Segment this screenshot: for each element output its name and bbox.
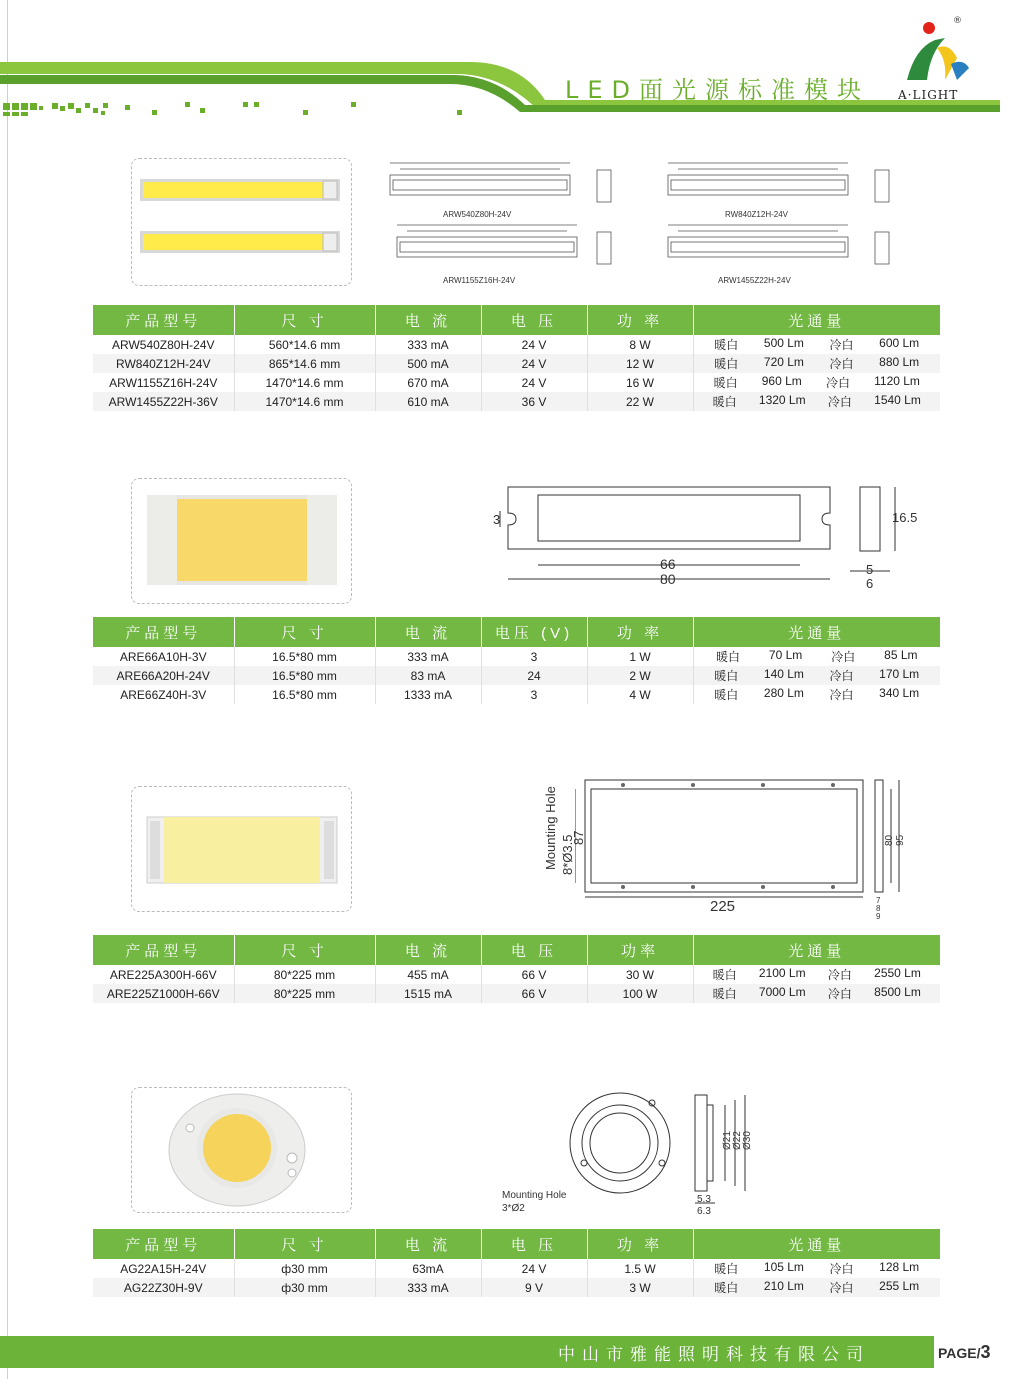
cell-size: 560*14.6 mm xyxy=(234,335,375,354)
table-row xyxy=(93,984,940,1003)
col-flux: 光通量 xyxy=(693,617,940,647)
cell-flux xyxy=(693,965,940,984)
warm-label: 暖白 xyxy=(714,1262,739,1276)
warm-value: 500 Lm xyxy=(763,336,804,350)
table-row xyxy=(93,666,940,685)
warm-label: 暖白 xyxy=(713,376,738,390)
col-power: 功 率 xyxy=(587,305,693,335)
cool-value: 880 Lm xyxy=(879,355,920,369)
cell-flux xyxy=(693,647,940,666)
round-module-image xyxy=(132,1088,351,1212)
product-photo-round-module xyxy=(131,1087,352,1213)
cell-voltage: 36 V xyxy=(481,392,587,411)
round-module-drawing xyxy=(560,1085,760,1220)
cool-value: 1540 Lm xyxy=(874,393,921,407)
dim-t3: 9 xyxy=(876,912,881,921)
drawing-label-3: ARW1155Z16H-24V xyxy=(443,276,516,285)
warm-value: 1320 Lm xyxy=(758,393,806,407)
spec-table-1 xyxy=(93,305,940,411)
table-row xyxy=(93,1278,940,1297)
dim-hole-spec-round: 3*Ø2 xyxy=(502,1203,525,1214)
cool-label: 冷白 xyxy=(825,376,850,390)
table-row xyxy=(93,685,940,704)
col-model: 产品型号 xyxy=(93,1229,234,1259)
col-size: 尺 寸 xyxy=(234,1229,375,1259)
cell-voltage: 3 xyxy=(481,647,587,666)
cool-value: 170 Lm xyxy=(879,667,920,681)
cell-model: ARE225A300H-66V xyxy=(93,965,234,984)
cell-voltage: 24 V xyxy=(481,373,587,392)
col-model: 产品型号 xyxy=(93,305,234,335)
warm-value: 210 Lm xyxy=(763,1279,804,1293)
dim-f: 6 xyxy=(866,576,874,591)
cool-label: 冷白 xyxy=(829,1262,854,1276)
cool-label: 冷白 xyxy=(827,395,852,409)
cool-value: 340 Lm xyxy=(879,686,920,700)
warm-value: 2100 Lm xyxy=(758,966,806,980)
cool-label: 冷白 xyxy=(829,669,854,683)
company-name: 中山市雅能照明科技有限公司 xyxy=(558,1345,870,1365)
drawing-label-4: ARW1455Z22H-24V xyxy=(718,276,791,285)
cool-value: 85 Lm xyxy=(884,648,918,662)
registered-mark: ® xyxy=(953,16,962,26)
warm-label: 暖白 xyxy=(712,987,737,1001)
cell-flux xyxy=(693,335,940,354)
cell-power: 4 W xyxy=(587,685,693,704)
table-header-row xyxy=(93,305,940,335)
small-panel-image xyxy=(132,479,351,603)
logo-text: A·LIGHT xyxy=(898,88,959,102)
header-decoration xyxy=(0,0,1024,130)
cell-model: ARE66A10H-3V xyxy=(93,647,234,666)
brand-logo-icon xyxy=(905,18,975,88)
cell-flux xyxy=(693,1278,940,1297)
dim-d3: Ø30 xyxy=(742,1131,753,1150)
cell-model: ARE225Z1000H-66V xyxy=(93,984,234,1003)
cell-voltage: 66 V xyxy=(481,965,587,984)
dim-hole-label: Mounting Hole xyxy=(543,786,558,870)
cell-flux xyxy=(693,354,940,373)
col-size: 尺 寸 xyxy=(234,305,375,335)
table-row xyxy=(93,354,940,373)
cell-voltage: 24 V xyxy=(481,354,587,373)
cell-flux xyxy=(693,685,940,704)
cell-model: ARE66Z40H-3V xyxy=(93,685,234,704)
cell-current: 333 mA xyxy=(375,335,481,354)
product-photo-large-panel xyxy=(131,786,352,912)
warm-label: 暖白 xyxy=(714,688,739,702)
cell-model: AG22A15H-24V xyxy=(93,1259,234,1278)
table-row xyxy=(93,335,940,354)
cell-size: ф30 mm xyxy=(234,1259,375,1278)
drawing-label-1: ARW540Z80H-24V xyxy=(443,210,512,219)
col-current: 电 流 xyxy=(375,305,481,335)
table-row xyxy=(93,373,940,392)
cell-power: 2 W xyxy=(587,666,693,685)
cell-model: RW840Z12H-24V xyxy=(93,354,234,373)
dim-e: 5 xyxy=(866,562,874,577)
cell-size: 80*225 mm xyxy=(234,965,375,984)
cell-size: 16.5*80 mm xyxy=(234,685,375,704)
cell-current: 83 mA xyxy=(375,666,481,685)
col-voltage: 电 压 xyxy=(481,935,587,965)
warm-value: 280 Lm xyxy=(763,686,804,700)
cell-size: 1470*14.6 mm xyxy=(234,373,375,392)
cell-flux xyxy=(693,373,940,392)
warm-label: 暖白 xyxy=(712,395,737,409)
cool-value: 8500 Lm xyxy=(874,985,921,999)
page-label: PAGE/ xyxy=(938,1345,981,1361)
cool-label: 冷白 xyxy=(829,1281,854,1295)
dim-width: 225 xyxy=(710,898,736,915)
page-number xyxy=(938,1342,991,1363)
cell-current: 455 mA xyxy=(375,965,481,984)
dim-c: 80 xyxy=(660,571,676,587)
col-current: 电 流 xyxy=(375,1229,481,1259)
col-power: 功 率 xyxy=(587,1229,693,1259)
cell-size: 80*225 mm xyxy=(234,984,375,1003)
dim-t2: 8 xyxy=(876,904,881,913)
spec-table-3 xyxy=(93,935,940,1003)
page-number-value: 3 xyxy=(980,1342,991,1362)
page-left-border xyxy=(7,0,8,1379)
cell-voltage: 3 xyxy=(481,685,587,704)
warm-label: 暖白 xyxy=(715,650,740,664)
cool-label: 冷白 xyxy=(827,968,852,982)
dim-s2: 95 xyxy=(895,834,906,846)
col-model: 产品型号 xyxy=(93,617,234,647)
cell-voltage: 24 xyxy=(481,666,587,685)
product-photo-strip xyxy=(131,158,352,286)
cell-model: AG22Z30H-9V xyxy=(93,1278,234,1297)
cell-voltage: 24 V xyxy=(481,1259,587,1278)
cool-value: 128 Lm xyxy=(879,1260,920,1274)
cool-value: 1120 Lm xyxy=(874,374,920,388)
cell-power: 1 W xyxy=(587,647,693,666)
cell-size: ф30 mm xyxy=(234,1278,375,1297)
col-flux: 光通量 xyxy=(693,1229,940,1259)
cell-flux xyxy=(693,984,940,1003)
dim-d2: Ø22 xyxy=(732,1131,743,1150)
page-title: LED面光源标准模块 xyxy=(565,76,871,104)
cell-current: 500 mA xyxy=(375,354,481,373)
dim-hole-label-round: Mounting Hole xyxy=(502,1190,567,1201)
cool-label: 冷白 xyxy=(829,338,854,352)
cell-flux xyxy=(693,666,940,685)
table-header-row xyxy=(93,617,940,647)
dim-s1: 80 xyxy=(884,834,895,846)
warm-value: 7000 Lm xyxy=(758,985,806,999)
cell-current: 670 mA xyxy=(375,373,481,392)
dim-d: 16.5 xyxy=(892,510,918,525)
col-size: 尺 寸 xyxy=(234,617,375,647)
dim-a: 3 xyxy=(493,512,501,527)
cell-power: 12 W xyxy=(587,354,693,373)
cell-power: 1.5 W xyxy=(587,1259,693,1278)
cell-power: 100 W xyxy=(587,984,693,1003)
cell-model: ARW1155Z16H-24V xyxy=(93,373,234,392)
col-size: 尺 寸 xyxy=(234,935,375,965)
cell-voltage: 24 V xyxy=(481,335,587,354)
col-power: 功率 xyxy=(587,935,693,965)
cell-current: 63mA xyxy=(375,1259,481,1278)
cell-current: 333 mA xyxy=(375,1278,481,1297)
col-flux: 光通量 xyxy=(693,935,940,965)
spec-table-2 xyxy=(93,617,940,704)
dim-t1: 7 xyxy=(876,896,881,905)
dim-t2-round: 6.3 xyxy=(697,1206,711,1217)
cell-power: 30 W xyxy=(587,965,693,984)
warm-label: 暖白 xyxy=(712,968,737,982)
dim-t1-round: 5.3 xyxy=(697,1194,711,1205)
warm-label: 暖白 xyxy=(714,669,739,683)
strip-dimension-drawings xyxy=(385,155,925,290)
product-photo-small-panel xyxy=(131,478,352,604)
spec-table-4 xyxy=(93,1229,940,1297)
cell-power: 16 W xyxy=(587,373,693,392)
warm-label: 暖白 xyxy=(714,357,739,371)
cell-current: 1515 mA xyxy=(375,984,481,1003)
large-panel-drawing xyxy=(575,775,915,915)
cell-flux xyxy=(693,1259,940,1278)
cool-label: 冷白 xyxy=(827,987,852,1001)
table-row xyxy=(93,965,940,984)
warm-value: 960 Lm xyxy=(761,374,802,388)
warm-value: 105 Lm xyxy=(763,1260,804,1274)
table-row xyxy=(93,1259,940,1278)
cell-model: ARE66A20H-24V xyxy=(93,666,234,685)
cell-voltage: 66 V xyxy=(481,984,587,1003)
dim-height: 87 xyxy=(571,830,586,845)
col-current: 电 流 xyxy=(375,617,481,647)
cell-current: 610 mA xyxy=(375,392,481,411)
cell-size: 1470*14.6 mm xyxy=(234,392,375,411)
cool-label: 冷白 xyxy=(829,357,854,371)
col-voltage: 电 压 xyxy=(481,305,587,335)
small-panel-drawing xyxy=(490,475,920,590)
cool-label: 冷白 xyxy=(829,688,854,702)
cell-power: 3 W xyxy=(587,1278,693,1297)
cell-flux xyxy=(693,392,940,411)
warm-value: 70 Lm xyxy=(768,648,803,662)
warm-value: 720 Lm xyxy=(763,355,804,369)
cool-value: 600 Lm xyxy=(879,336,920,350)
table-header-row xyxy=(93,935,940,965)
strip-module-image xyxy=(132,159,351,285)
cell-size: 16.5*80 mm xyxy=(234,647,375,666)
col-flux: 光通量 xyxy=(693,305,940,335)
cell-current: 1333 mA xyxy=(375,685,481,704)
table-row xyxy=(93,647,940,666)
cell-power: 8 W xyxy=(587,335,693,354)
warm-label: 暖白 xyxy=(714,338,739,352)
col-voltage: 电 压 xyxy=(481,1229,587,1259)
col-voltage: 电压 (V) xyxy=(481,617,587,647)
cell-size: 865*14.6 mm xyxy=(234,354,375,373)
warm-value: 140 Lm xyxy=(763,667,804,681)
cell-voltage: 9 V xyxy=(481,1278,587,1297)
table-row xyxy=(93,392,940,411)
col-model: 产品型号 xyxy=(93,935,234,965)
large-panel-image xyxy=(132,787,351,911)
cell-size: 16.5*80 mm xyxy=(234,666,375,685)
dim-hole-spec: 8*Ø3.5 xyxy=(560,834,575,875)
warm-label: 暖白 xyxy=(714,1281,739,1295)
cell-model: ARW540Z80H-24V xyxy=(93,335,234,354)
cool-value: 255 Lm xyxy=(879,1279,920,1293)
dim-d1: Ø21 xyxy=(722,1131,733,1150)
cell-power: 22 W xyxy=(587,392,693,411)
cool-value: 2550 Lm xyxy=(874,966,921,980)
cool-label: 冷白 xyxy=(831,650,856,664)
drawing-label-2: RW840Z12H-24V xyxy=(725,210,788,219)
table-header-row xyxy=(93,1229,940,1259)
cell-model: ARW1455Z22H-36V xyxy=(93,392,234,411)
col-current: 电 流 xyxy=(375,935,481,965)
col-power: 功 率 xyxy=(587,617,693,647)
cell-current: 333 mA xyxy=(375,647,481,666)
dim-b: 66 xyxy=(660,556,676,572)
